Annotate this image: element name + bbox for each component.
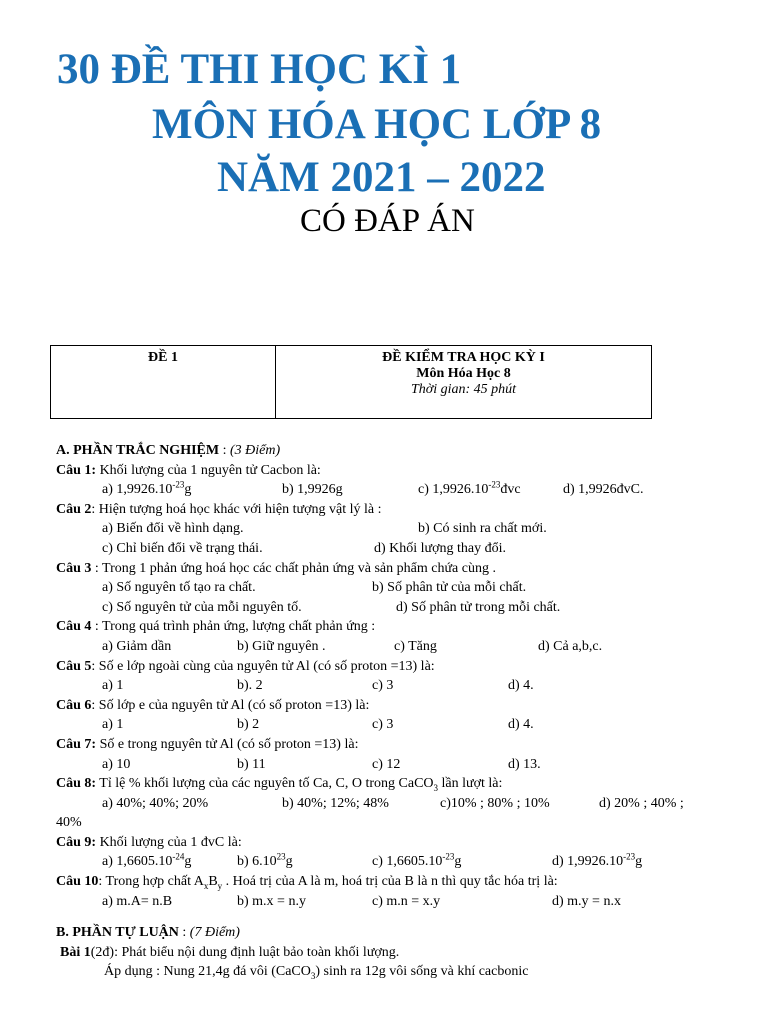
q4-option-a: a) Giảm dần xyxy=(102,638,172,654)
q2-options-row2 xyxy=(56,539,716,559)
question-9 xyxy=(56,833,716,853)
q9-b-exp: 23 xyxy=(276,851,286,862)
q7-options xyxy=(56,755,716,775)
question-6 xyxy=(56,696,716,716)
q4-option-b: b) Giữ nguyên . xyxy=(237,638,326,654)
q9-a-base: a) 1,6605.10 xyxy=(102,854,173,870)
q9-label: Câu 9: xyxy=(56,834,97,850)
q4-options xyxy=(56,637,716,657)
q5-option-d: d) 4. xyxy=(508,678,534,694)
q8-option-c: c)10% ; 80% ; 10% xyxy=(440,795,550,811)
question-7 xyxy=(56,735,716,755)
q7-label: Câu 7: xyxy=(56,736,97,752)
section-a-sep: : xyxy=(219,443,230,458)
q9-option-b xyxy=(237,852,293,872)
q8-option-a: a) 40%; 40%; 20% xyxy=(102,795,209,811)
exercise-1-application xyxy=(56,962,716,982)
q2-label: Câu 2 xyxy=(56,501,92,517)
q1-a-base: a) 1,9926.10 xyxy=(102,482,173,498)
q7-option-a: a) 10 xyxy=(102,756,131,772)
q1-a-exp: -23 xyxy=(172,479,185,490)
q10-option-d: d) m.y = n.x xyxy=(552,893,621,909)
exam-subject: Môn Hóa Học 8 xyxy=(416,366,511,381)
q8-option-d: d) 20% ; 40% ; xyxy=(599,795,684,811)
q1-option-a xyxy=(102,480,191,500)
bai1-apply-sub: 3 xyxy=(310,971,316,982)
q8-text-end: lần lượt là: xyxy=(438,776,503,792)
q3-text: : Trong 1 phản ứng hoá học các chất phản ứng và sản phẩm chứa cùng . xyxy=(91,560,496,576)
q6-option-c: c) 3 xyxy=(372,717,394,733)
section-b-heading xyxy=(56,923,716,943)
q10-sub-y: y xyxy=(217,880,223,891)
q2-option-c: c) Chỉ biến đổi về trạng thái. xyxy=(102,540,263,556)
q9-c-exp: -23 xyxy=(442,851,455,862)
q8-option-b: b) 40%; 12%; 48% xyxy=(282,795,389,811)
q10-text: : Trong hợp chất A xyxy=(98,874,204,890)
section-a-heading xyxy=(56,441,716,461)
q5-option-a: a) 1 xyxy=(102,678,124,694)
section-b-sep: : xyxy=(178,925,190,941)
q2-option-a: a) Biến đổi về hình dạng. xyxy=(102,521,244,537)
q5-option-b: b). 2 xyxy=(237,678,263,694)
exam-header-table xyxy=(50,345,652,419)
q5-text: : Số e lớp ngoài cùng của nguyên tử Al (có số proton =13) là: xyxy=(91,658,435,674)
q10-text-end: . Hoá trị của A là m, hoá trị của B là n thì quy tắc hóa trị là: xyxy=(222,874,558,890)
q7-option-c: c) 12 xyxy=(372,756,401,772)
q4-option-d: d) Cả a,b,c. xyxy=(538,638,603,654)
doc-title-line1: 30 ĐỀ THI HỌC KÌ 1 xyxy=(57,46,462,93)
doc-title-line3: NĂM 2021 – 2022 xyxy=(217,154,546,201)
q10-sub-x: x xyxy=(203,880,209,891)
question-8 xyxy=(56,774,716,794)
q9-a-unit: g xyxy=(184,854,192,870)
q9-option-d xyxy=(552,852,642,872)
q2-option-d: d) Khối lượng thay đổi. xyxy=(374,540,507,556)
q8-option-d-continued: 40% xyxy=(56,815,82,831)
q8-label: Câu 8: xyxy=(56,776,97,792)
q2-text: : Hiện tượng hoá học khác với hiện tượng vật lý là : xyxy=(91,501,382,517)
q10-options xyxy=(56,892,716,912)
q9-c-unit: g xyxy=(454,854,462,870)
q10-option-c: c) m.n = x.y xyxy=(372,893,441,909)
q9-b-base: b) 6.10 xyxy=(237,854,277,870)
question-1 xyxy=(56,461,716,481)
q9-options xyxy=(56,852,716,872)
q9-d-exp: -23 xyxy=(623,851,636,862)
exam-time: Thời gian: 45 phút xyxy=(410,382,517,397)
bai1-apply-text: Áp dụng : Nung 21,4g đá vôi (CaCO xyxy=(104,964,311,980)
q9-a-exp: -24 xyxy=(172,851,185,862)
q8-text-subscript: 3 xyxy=(433,782,439,793)
question-3 xyxy=(56,559,716,579)
q1-options xyxy=(56,480,716,500)
q9-b-unit: g xyxy=(285,854,293,870)
question-2 xyxy=(56,500,716,520)
bai1-text: : Phát biểu nội dung định luật bảo toàn khối lượng. xyxy=(114,944,400,960)
exercise-1 xyxy=(56,943,716,963)
q6-option-a: a) 1 xyxy=(102,717,124,733)
section-a-label: A. PHẦN TRẮC NGHIỆM xyxy=(56,443,220,458)
q4-option-c: c) Tăng xyxy=(394,638,437,654)
q4-label: Câu 4 xyxy=(56,619,92,635)
q10-label: Câu 10 xyxy=(56,874,99,890)
q1-option-d: d) 1,9926đvC. xyxy=(563,482,644,498)
bai1-apply-end: ) sinh ra 12g vôi sống và khí cacbonic xyxy=(315,964,529,980)
q1-c-unit: đvc xyxy=(500,482,521,498)
exam-info-cell xyxy=(276,346,652,419)
q1-label: Câu 1: xyxy=(56,462,97,478)
doc-subtitle: CÓ ĐÁP ÁN xyxy=(300,203,475,239)
question-10 xyxy=(56,872,716,892)
section-a-points: (3 Điểm) xyxy=(229,443,281,458)
q2-option-b: b) Có sinh ra chất mới. xyxy=(418,521,547,537)
q6-options xyxy=(56,715,716,735)
q7-text: Số e trong nguyên tử Al (có số proton =13) là: xyxy=(96,736,359,752)
doc-title-line2: MÔN HÓA HỌC LỚP 8 xyxy=(152,101,602,148)
q3-option-c: c) Số nguyên tử của mỗi nguyên tố. xyxy=(102,599,302,615)
q9-d-unit: g xyxy=(635,854,643,870)
q1-option-b: b) 1,9926g xyxy=(282,482,343,498)
q6-option-b: b) 2 xyxy=(237,717,260,733)
q9-text: Khối lượng của 1 đvC là: xyxy=(96,834,242,850)
bai1-points: (2đ) xyxy=(90,944,115,960)
q10-option-b: b) m.x = n.y xyxy=(237,893,306,909)
q1-c-exp: -23 xyxy=(488,479,501,490)
q3-option-b: b) Số phân tử của mỗi chất. xyxy=(372,580,527,596)
section-b-label: B. PHẦN TỰ LUẬN xyxy=(56,925,179,941)
question-5 xyxy=(56,657,716,677)
q9-c-base: c) 1,6605.10 xyxy=(372,854,443,870)
q3-options-row2 xyxy=(56,598,716,618)
q7-option-b: b) 11 xyxy=(237,756,266,772)
q9-d-base: d) 1,9926.10 xyxy=(552,854,624,870)
q6-label: Câu 6 xyxy=(56,697,92,713)
q7-option-d: d) 13. xyxy=(508,756,541,772)
bai1-label: Bài 1 xyxy=(60,944,91,960)
q6-option-d: d) 4. xyxy=(508,717,534,733)
q3-options-row1 xyxy=(56,578,716,598)
q8-options xyxy=(56,794,716,814)
q9-option-a xyxy=(102,852,191,872)
q5-label: Câu 5 xyxy=(56,658,92,674)
q2-options-row1 xyxy=(56,519,716,539)
q6-text: : Số lớp e của nguyên tử Al (có số proton =13) là: xyxy=(91,697,370,713)
q1-a-unit: g xyxy=(184,482,192,498)
q10-text-mid: B xyxy=(208,874,218,890)
q10-option-a: a) m.A= n.B xyxy=(102,893,173,909)
q8-option-d-wrap xyxy=(56,813,716,833)
q3-option-a: a) Số nguyên tố tạo ra chất. xyxy=(102,580,256,596)
exam-content xyxy=(56,441,716,982)
exam-number: ĐỀ 1 xyxy=(148,350,178,365)
q1-text: Khối lượng của 1 nguyên tử Cacbon là: xyxy=(96,462,321,478)
q3-label: Câu 3 xyxy=(56,560,92,576)
q1-option-c xyxy=(418,480,521,500)
section-b-points: (7 Điểm) xyxy=(189,925,240,941)
question-4 xyxy=(56,617,716,637)
q5-option-c: c) 3 xyxy=(372,678,394,694)
exam-number-cell xyxy=(51,346,276,419)
q9-option-c xyxy=(372,852,461,872)
q5-options xyxy=(56,676,716,696)
q8-text: Tỉ lệ % khối lượng của các nguyên tố Ca, C, O trong CaCO xyxy=(96,776,434,792)
q4-text: : Trong quá trình phản ứng, lượng chất phản ứng : xyxy=(91,619,376,635)
q3-option-d: d) Số phân tử trong mỗi chất. xyxy=(396,599,561,615)
q1-c-base: c) 1,9926.10 xyxy=(418,482,489,498)
exam-title: ĐỀ KIỂM TRA HỌC KỲ I xyxy=(382,350,545,365)
